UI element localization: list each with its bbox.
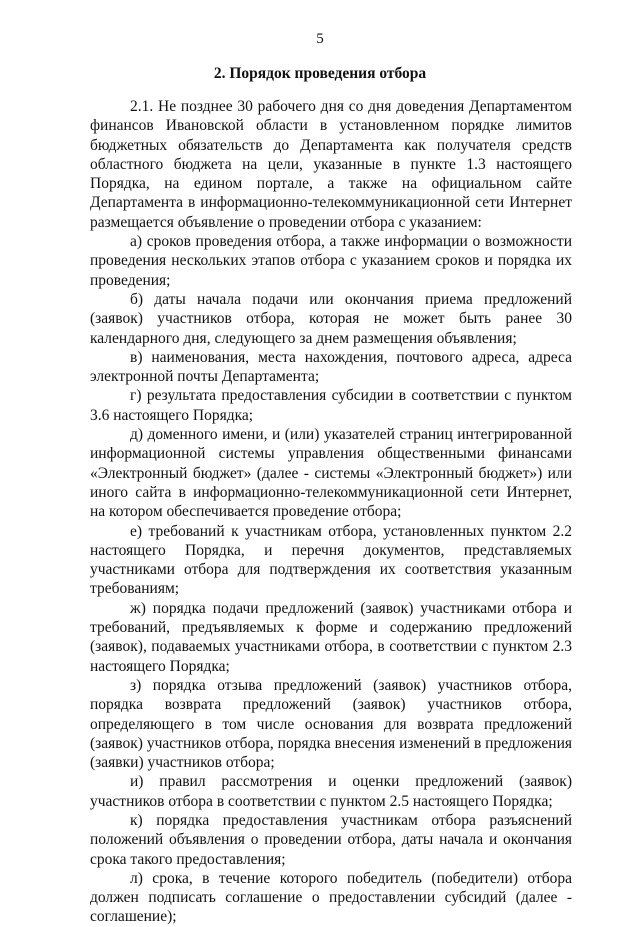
paragraph-item-d: д) доменного имени, и (или) указателей страниц интегрированной информационной системы управления общественными финансами «Электронный бюджет» (далее - системы «Электронный бюджет») или иного сайта в информационно-телекоммуникационной сети Интернет, на котором обеспечивается проведение отбора; [90, 426, 572, 521]
paragraph-item-a: а) сроков проведения отбора, а также информации о возможности проведения нескольких этапов отбора с указанием сроков и порядка их проведения; [90, 233, 572, 289]
paragraph-item-zh: ж) порядка подачи предложений (заявок) участниками отбора и требований, предъявляемых к форме и содержанию предложений (заявок), подаваемых участниками отбора, в соответствии с пунктом 2.3 настоящего Порядка; [90, 599, 572, 675]
document-body [90, 97, 572, 927]
page-number: 5 [316, 31, 324, 47]
paragraph-item-l: л) срока, в течение которого победитель (победители) отбора должен подписать соглашение о предоставлении субсидий (далее - соглашение); [90, 869, 572, 926]
paragraph-item-g: г) результата предоставления субсидии в соответствии с пунктом 3.6 настоящего Порядка; [90, 387, 572, 424]
paragraph-item-e: е) требований к участникам отбора, установленных пунктом 2.2 настоящего Порядка, и перечня документов, представляемых участниками отбора для подтверждения их соответствия указанным требованиям; [90, 522, 572, 598]
paragraph-item-v: в) наименования, места нахождения, почтового адреса, адреса электронной почты Департамента; [90, 348, 572, 386]
paragraph-item-i: и) правил рассмотрения и оценки предложений (заявок) участников отбора в соответствии с пунктом 2.5 настоящего Порядка; [90, 773, 572, 810]
paragraph-item-z: з) порядка отзыва предложений (заявок) участников отбора, порядка возврата предложений (заявок) участников отбора, определяющего в том числе основания для возврата предложений (заявок) участников отбора, порядка внесения изменений в предложения (заявки) участников отбора; [90, 676, 572, 772]
section-title: 2. Порядок проведения отбора [213, 65, 427, 82]
paragraph-item-b: б) даты начала подачи или окончания приема предложений (заявок) участников отбора, которая не может быть ранее 30 календарного дня, следующего за днем размещения объявления; [90, 290, 572, 347]
paragraph-2-1: 2.1. Не позднее 30 рабочего дня со дня доведения Департаментом финансов Ивановской области в установленном порядке лимитов бюджетных обязательств до Департамента как получателя средств областного бюджета на цели, указанные в пункте 1.3 настоящего Порядка, на едином портале, а также на официальном сайте Департамента в информационно-телекоммуникационной сети Интернет размещается объявление о проведении отбора с указанием: [90, 98, 572, 231]
paragraph-item-k: к) порядка предоставления участникам отбора разъяснений положений объявления о проведении отбора, даты начала и окончания срока такого предоставления; [90, 811, 572, 868]
